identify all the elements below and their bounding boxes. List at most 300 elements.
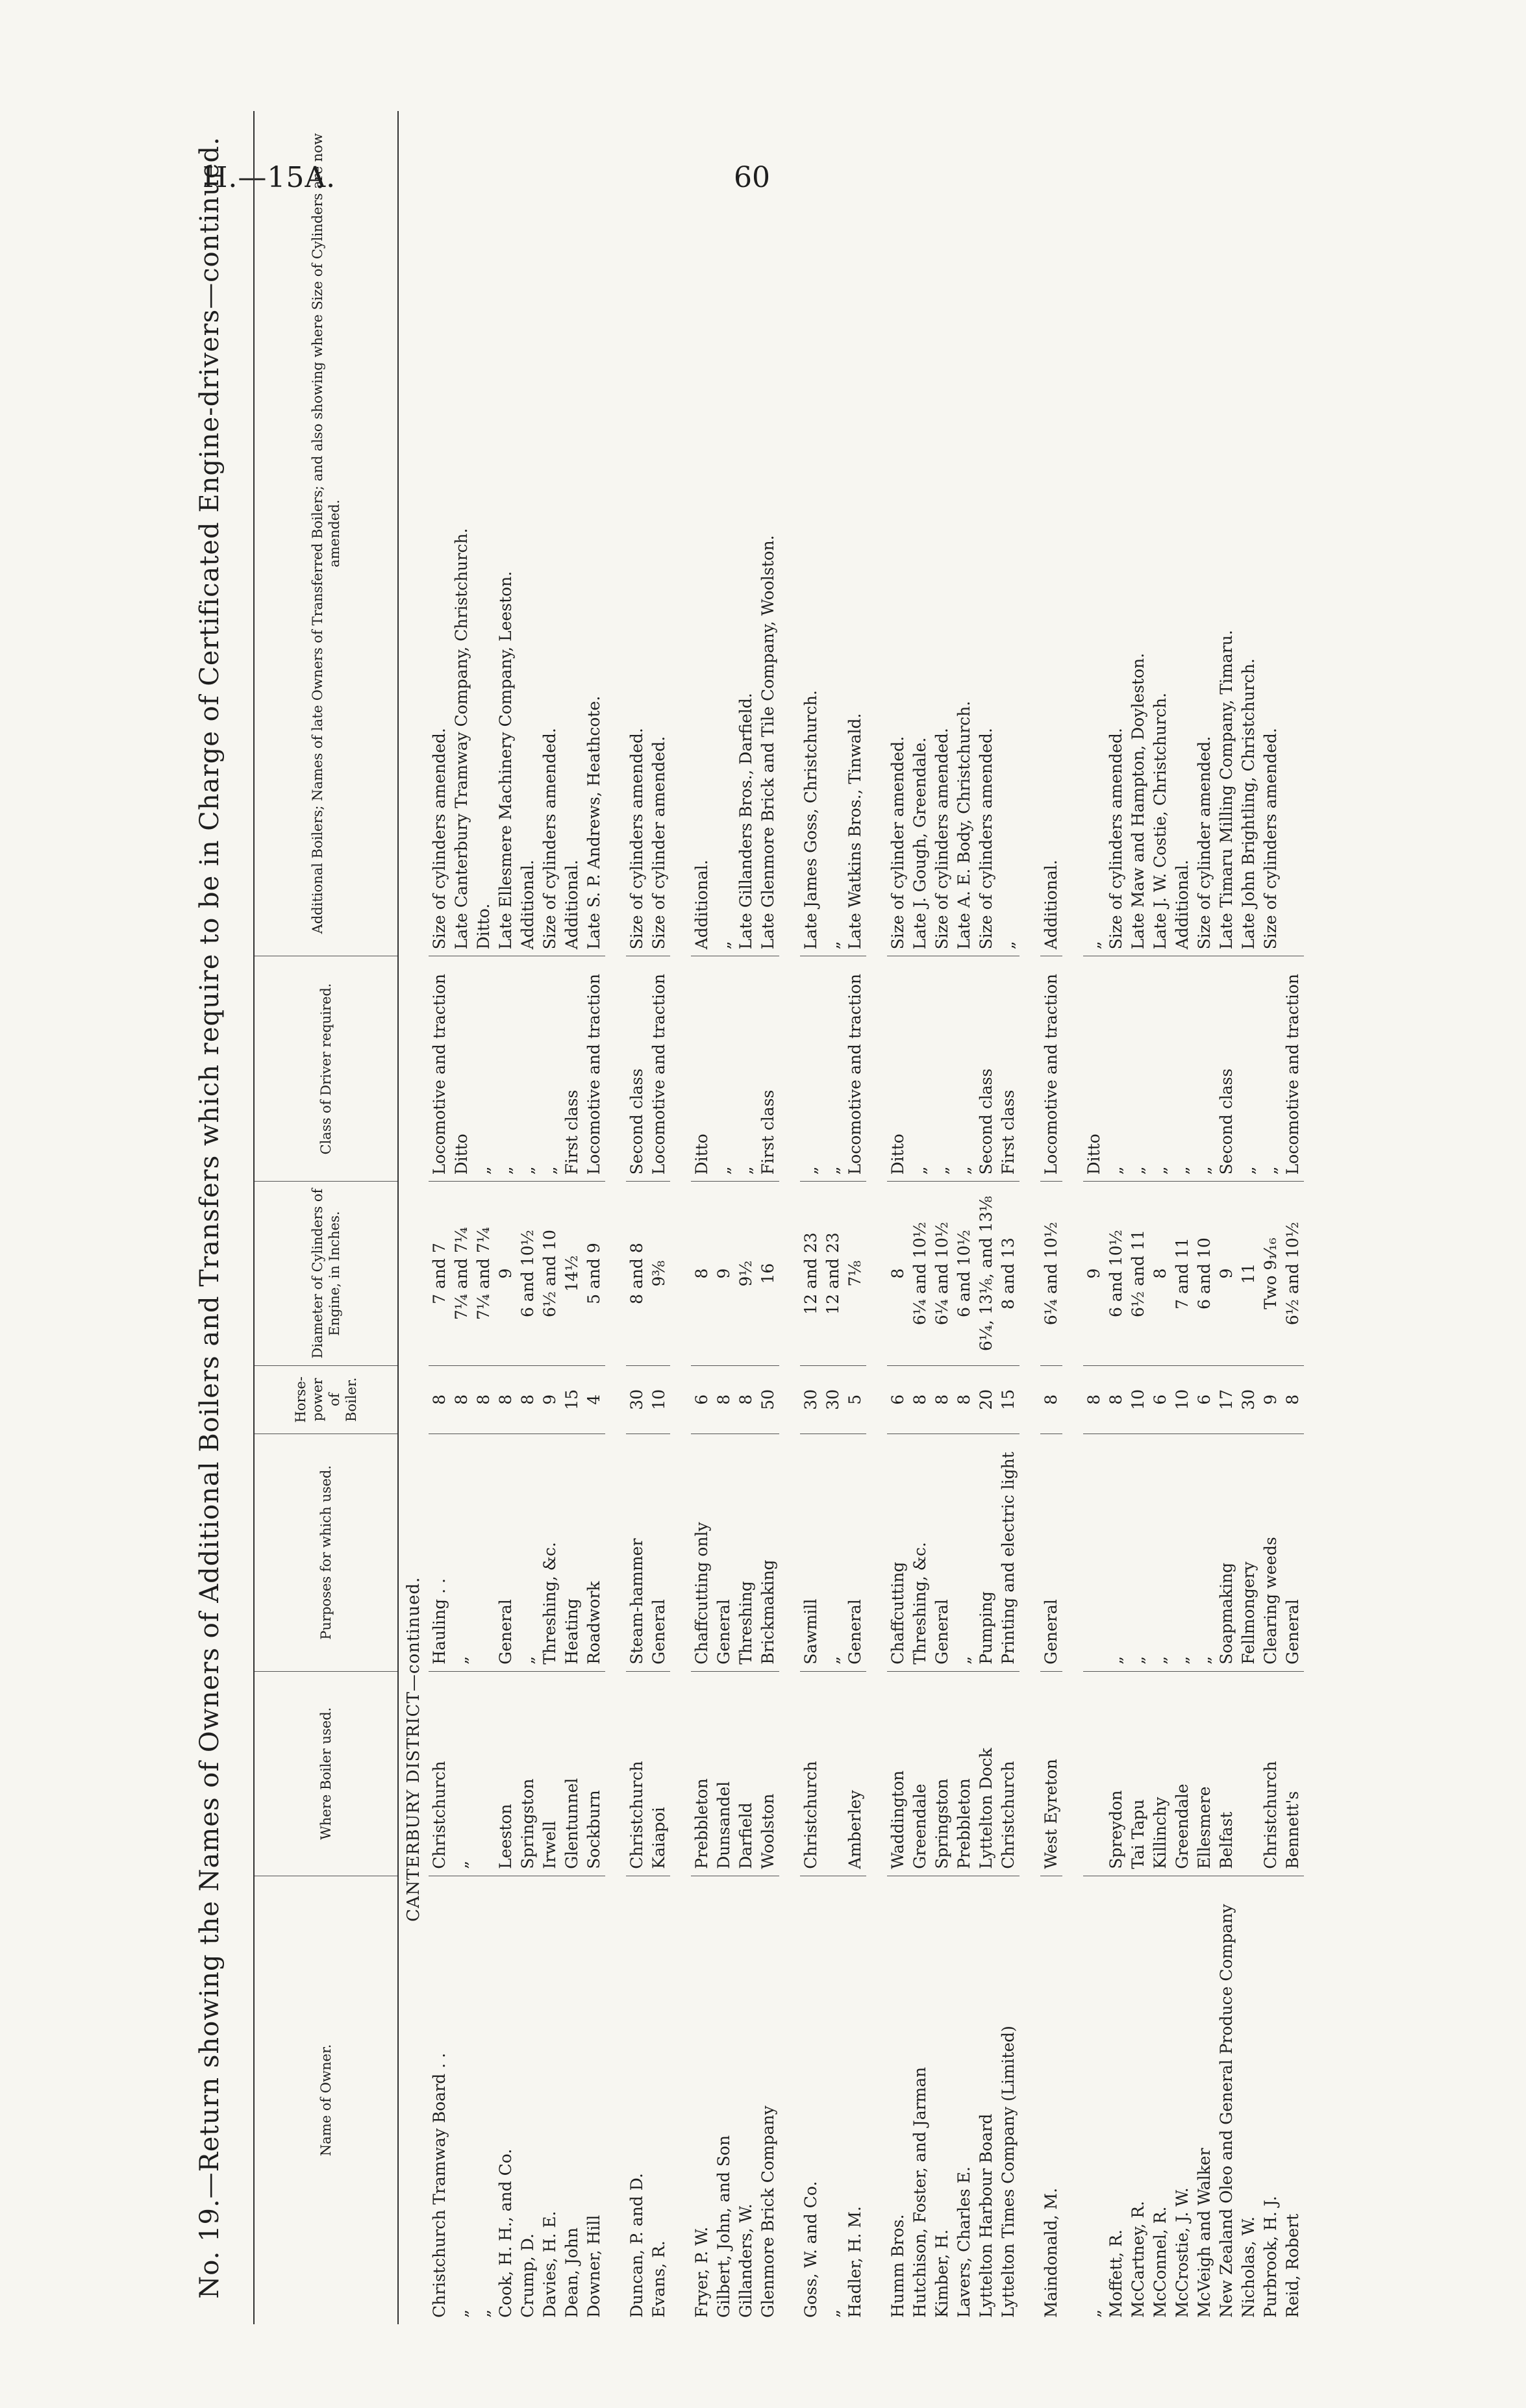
class-cell: „ <box>539 956 561 1182</box>
diameter-cell: 9 <box>713 1182 735 1365</box>
table-row <box>1238 111 1260 2324</box>
notes-cell: Late John Brightling, Christchurch. <box>1239 658 1258 950</box>
purpose-cell: Printing and electric light <box>997 1434 1019 1671</box>
class-cell: „ <box>1260 956 1282 1182</box>
diameter-cell: 6 and 10½ <box>953 1182 975 1365</box>
horse-power-cell: 8 <box>451 1365 473 1434</box>
notes-cell: Late J. W. Costie, Christchurch. <box>1151 692 1170 950</box>
table-row <box>887 111 909 2324</box>
owner-cell: Gillanders, W. <box>735 1876 757 2324</box>
diameter-cell: 6 and 10½ <box>517 1182 539 1365</box>
notes-cell: Size of cylinders amended. <box>627 728 646 950</box>
where-cell: Amberley <box>844 1671 866 1876</box>
owner-cell: Hadler, H. M. <box>844 1876 866 2324</box>
purpose-cell <box>1083 1434 1105 1671</box>
horse-power-cell: 30 <box>800 1365 822 1434</box>
where-cell: Christchurch <box>1260 1671 1282 1876</box>
class-cell: „ <box>1171 956 1194 1182</box>
horse-power-cell: 30 <box>1238 1365 1260 1434</box>
owner-cell: McCartney, R. <box>1127 1876 1149 2324</box>
purpose-cell: General <box>1282 1434 1304 1671</box>
notes-cell: Late Maw and Hampton, Doyleston. <box>1129 652 1147 950</box>
notes-cell: Size of cylinder amended. <box>888 736 907 950</box>
notes-cell: „ <box>1084 941 1103 950</box>
purpose-cell: Chaffcutting <box>887 1434 909 1671</box>
owner-cell: „ <box>822 1876 844 2324</box>
table-row <box>1194 111 1216 2324</box>
district-heading-row <box>398 111 429 2324</box>
horse-power-cell: 8 <box>473 1365 495 1434</box>
owner-cell: Reid, Robert <box>1282 1876 1304 2324</box>
notes-cell: Size of cylinder amended. <box>1195 736 1214 950</box>
notes-cell: Additional. <box>692 860 711 950</box>
horse-power-cell: 8 <box>1040 1365 1062 1434</box>
header-ref: H.—15A. <box>203 161 336 194</box>
diameter-cell: 12 and 23 <box>822 1182 844 1365</box>
purpose-cell: „ <box>1194 1434 1216 1671</box>
purpose-cell: General <box>844 1434 866 1671</box>
horse-power-cell: 5 <box>844 1365 866 1434</box>
owner-cell: Dean, John <box>561 1876 583 2324</box>
group-gap <box>605 111 626 2324</box>
diameter-cell: 6 and 10 <box>1194 1182 1216 1365</box>
class-cell: „ <box>713 956 735 1182</box>
where-cell <box>822 1671 844 1876</box>
where-cell: Christchurch <box>626 1671 648 1876</box>
district-heading: CANTERBURY DISTRICT—continued. <box>404 1576 423 1922</box>
purpose-cell: „ <box>1105 1434 1127 1671</box>
group-gap-cell <box>779 111 800 2324</box>
table-row <box>1040 111 1062 2324</box>
diameter-cell: 6¼ and 10½ <box>1040 1182 1062 1365</box>
owner-cell: Gilbert, John, and Son <box>713 1876 735 2324</box>
table-row <box>931 111 953 2324</box>
table-row <box>1105 111 1127 2324</box>
table-row <box>429 111 451 2324</box>
horse-power-cell: 8 <box>735 1365 757 1434</box>
table-row <box>975 111 997 2324</box>
owner-cell: Crump, D. <box>517 1876 539 2324</box>
where-cell: Woolston <box>757 1671 779 1876</box>
notes-cell: Late Ellesmere Machinery Company, Leeston. <box>496 571 515 950</box>
diameter-cell: 12 and 23 <box>800 1182 822 1365</box>
table-row <box>561 111 583 2324</box>
where-cell: Springston <box>931 1671 953 1876</box>
notes-cell: Size of cylinders amended. <box>540 728 559 950</box>
owner-cell: Purbrook, H. J. <box>1260 1876 1282 2324</box>
returns-table <box>253 111 1304 2324</box>
notes-cell: Late A. E. Body, Christchurch. <box>955 701 973 950</box>
notes-cell: Additional. <box>562 860 581 950</box>
horse-power-cell: 30 <box>626 1365 648 1434</box>
owner-cell: Lyttelton Harbour Board <box>975 1876 997 2324</box>
diameter-cell: 6¼ and 10½ <box>909 1182 931 1365</box>
purpose-cell: Roadwork <box>583 1434 605 1671</box>
class-cell: First class <box>561 956 583 1182</box>
owner-cell: Evans, R. <box>648 1876 670 2324</box>
horse-power-cell: 8 <box>1282 1365 1304 1434</box>
notes-cell: Late Glenmore Brick and Tile Company, Woolston. <box>758 535 777 950</box>
group-gap <box>1062 111 1083 2324</box>
where-cell <box>1238 1671 1260 1876</box>
diameter-cell: 9 <box>1083 1182 1105 1365</box>
where-cell: West Eyreton <box>1040 1671 1062 1876</box>
class-cell: „ <box>495 956 517 1182</box>
notes-cell: Late Gillanders Bros., Darfield. <box>736 693 755 950</box>
notes-cell: „ <box>999 941 1018 950</box>
horse-power-cell: 15 <box>997 1365 1019 1434</box>
purpose-cell: Heating <box>561 1434 583 1671</box>
table-row <box>1282 111 1304 2324</box>
header-class: Class of Driver required. <box>254 956 398 1182</box>
class-cell: „ <box>517 956 539 1182</box>
owner-cell: Cook, H. H., and Co. <box>495 1876 517 2324</box>
table-row <box>539 111 561 2324</box>
diameter-cell: 9 <box>1216 1182 1238 1365</box>
horse-power-cell: 8 <box>953 1365 975 1434</box>
owner-cell: „ <box>451 1876 473 2324</box>
purpose-cell: „ <box>1127 1434 1149 1671</box>
group-gap <box>866 111 887 2324</box>
group-gap-cell <box>1062 111 1083 2324</box>
notes-cell <box>1282 111 1304 956</box>
notes-cell: Late James Goss, Christchurch. <box>801 690 820 950</box>
diameter-cell: 7 and 11 <box>1171 1182 1194 1365</box>
horse-power-cell: 8 <box>495 1365 517 1434</box>
owner-cell: Maindonald, M. <box>1040 1876 1062 2324</box>
owner-cell: Lavers, Charles E. <box>953 1876 975 2324</box>
owner-cell: Davies, H. E. <box>539 1876 561 2324</box>
horse-power-cell: 50 <box>757 1365 779 1434</box>
horse-power-cell: 10 <box>1127 1365 1149 1434</box>
horse-power-cell: 17 <box>1216 1365 1238 1434</box>
purpose-cell: Hauling . . <box>429 1434 451 1671</box>
owner-cell: „ <box>1083 1876 1105 2324</box>
group-gap-cell <box>866 111 887 2324</box>
owner-cell: McConnel, R. <box>1149 1876 1171 2324</box>
table-title: No. 19.—Return showing the Names of Owners of Additional Boilers and Transfers which require to be in Charge of Certificated Engine-drivers—continued. <box>195 136 225 2299</box>
diameter-cell: 6½ and 11 <box>1127 1182 1149 1365</box>
table-row <box>495 111 517 2324</box>
header-horse-power: Horse-power of Boiler. <box>254 1365 398 1434</box>
purpose-cell: „ <box>953 1434 975 1671</box>
diameter-cell: 6¼ and 10½ <box>931 1182 953 1365</box>
horse-power-cell: 4 <box>583 1365 605 1434</box>
diameter-cell: 6½ and 10 <box>539 1182 561 1365</box>
table-row <box>1260 111 1282 2324</box>
table-row <box>909 111 931 2324</box>
purpose-cell: General <box>648 1434 670 1671</box>
class-cell: Ditto <box>691 956 713 1182</box>
table-header-row <box>254 111 398 2324</box>
horse-power-cell: 8 <box>1105 1365 1127 1434</box>
diameter-cell: 9½ <box>735 1182 757 1365</box>
purpose-cell: „ <box>1171 1434 1194 1671</box>
where-cell: Sockburn <box>583 1671 605 1876</box>
horse-power-cell: 20 <box>975 1365 997 1434</box>
class-cell: Ditto <box>451 956 473 1182</box>
horse-power-cell: 15 <box>561 1365 583 1434</box>
owner-cell: McCrostie, J. W. <box>1171 1876 1194 2324</box>
table-row <box>800 111 822 2324</box>
notes-cell: „ <box>823 941 842 950</box>
class-cell: „ <box>1105 956 1127 1182</box>
group-gap-cell <box>670 111 691 2324</box>
owner-cell: Moffett, R. <box>1105 1876 1127 2324</box>
notes-cell: Size of cylinders amended. <box>1261 728 1280 950</box>
notes-cell: Size of cylinders amended. <box>1107 728 1125 950</box>
diameter-cell: 9 <box>495 1182 517 1365</box>
purpose-cell: General <box>931 1434 953 1671</box>
class-cell: Locomotive and traction <box>648 956 670 1182</box>
where-cell: Kaiapoi <box>648 1671 670 1876</box>
notes-cell: Late S. P. Andrews, Heathcote. <box>584 695 603 950</box>
horse-power-cell: 8 <box>931 1365 953 1434</box>
purpose-cell: Soapmaking <box>1216 1434 1238 1671</box>
where-cell: Christchurch <box>429 1671 451 1876</box>
horse-power-cell: 6 <box>691 1365 713 1434</box>
purpose-cell: General <box>1040 1434 1062 1671</box>
notes-cell: Late Timaru Milling Company, Timaru. <box>1217 630 1236 950</box>
table-row <box>1171 111 1194 2324</box>
table-row <box>757 111 779 2324</box>
class-cell: Second class <box>1216 956 1238 1182</box>
where-cell: Prebbleton <box>691 1671 713 1876</box>
diameter-cell: 8 <box>887 1182 909 1365</box>
where-cell: Bennett's <box>1282 1671 1304 1876</box>
notes-cell: „ <box>714 941 733 950</box>
where-cell: Greendale <box>1171 1671 1194 1876</box>
owner-cell: Fryer, P. W. <box>691 1876 713 2324</box>
class-cell: „ <box>931 956 953 1182</box>
horse-power-cell: 9 <box>1260 1365 1282 1434</box>
owner-cell: Downer, Hill <box>583 1876 605 2324</box>
owner-cell: Goss, W. and Co. <box>800 1876 822 2324</box>
diameter-cell: 7 and 7 <box>429 1182 451 1365</box>
group-gap <box>670 111 691 2324</box>
purpose-cell: Clearing weeds <box>1260 1434 1282 1671</box>
horse-power-cell: 8 <box>429 1365 451 1434</box>
header-diameter: Diameter of Cylinders of Engine, in Inches. <box>254 1182 398 1365</box>
table-row <box>583 111 605 2324</box>
owner-cell: Humm Bros. <box>887 1876 909 2324</box>
horse-power-cell: 30 <box>822 1365 844 1434</box>
horse-power-cell: 10 <box>648 1365 670 1434</box>
class-cell: „ <box>800 956 822 1182</box>
where-cell <box>1083 1671 1105 1876</box>
where-cell: Belfast <box>1216 1671 1238 1876</box>
table-row <box>626 111 648 2324</box>
table-row <box>822 111 844 2324</box>
class-cell: „ <box>1149 956 1171 1182</box>
notes-cell: Size of cylinders amended. <box>430 728 449 950</box>
diameter-cell: 7¼ and 7¼ <box>451 1182 473 1365</box>
purpose-cell: „ <box>517 1434 539 1671</box>
table-row <box>1149 111 1171 2324</box>
header-purpose: Purposes for which used. <box>254 1434 398 1671</box>
table-row <box>1127 111 1149 2324</box>
purpose-cell: General <box>713 1434 735 1671</box>
purpose-cell: Sawmill <box>800 1434 822 1671</box>
diameter-cell: 8 <box>1149 1182 1171 1365</box>
purpose-cell: Fellmongery <box>1238 1434 1260 1671</box>
header-notes: Additional Boilers; Names of late Owners of Transferred Boilers; and also showing where Size of Cylinders are now amended. <box>254 111 398 956</box>
where-cell: Irwell <box>539 1671 561 1876</box>
horse-power-cell: 8 <box>713 1365 735 1434</box>
where-cell: Ellesmere <box>1194 1671 1216 1876</box>
diameter-cell: 9⅜ <box>648 1182 670 1365</box>
notes-cell: Size of cylinders amended. <box>977 728 995 950</box>
where-cell: Killinchy <box>1149 1671 1171 1876</box>
page-number: 60 <box>734 161 770 194</box>
diameter-cell: 8 and 13 <box>997 1182 1019 1365</box>
notes-cell: Additional. <box>1042 860 1060 950</box>
where-cell: Lyttelton Dock <box>975 1671 997 1876</box>
diameter-cell: 7⅛ <box>844 1182 866 1365</box>
purpose-cell: Threshing, &c. <box>539 1434 561 1671</box>
purpose-cell: Pumping <box>975 1434 997 1671</box>
where-cell: Waddington <box>887 1671 909 1876</box>
horse-power-cell: 10 <box>1171 1365 1194 1434</box>
class-cell: Locomotive and traction <box>844 956 866 1182</box>
group-gap-cell <box>605 111 626 2324</box>
where-cell: Springston <box>517 1671 539 1876</box>
purpose-cell: General <box>495 1434 517 1671</box>
horse-power-cell: 6 <box>1149 1365 1171 1434</box>
owner-cell: Lyttelton Times Company (Limited) <box>997 1876 1019 2324</box>
table-row <box>713 111 735 2324</box>
where-cell: Christchurch <box>997 1671 1019 1876</box>
diameter-cell: 6¼, 13⅛, and 13⅛ <box>975 1182 997 1365</box>
where-cell: Dunsandel <box>713 1671 735 1876</box>
notes-cell: Late Watkins Bros., Tinwald. <box>845 713 864 950</box>
owner-cell: Nicholas, W. <box>1238 1876 1260 2324</box>
table-row <box>953 111 975 2324</box>
class-cell: „ <box>1127 956 1149 1182</box>
owner-cell: Kimber, H. <box>931 1876 953 2324</box>
rotated-table-region <box>188 111 1520 2324</box>
class-cell: „ <box>1238 956 1260 1182</box>
class-cell: Locomotive and traction <box>1282 956 1304 1182</box>
owner-cell: McVeigh and Walker <box>1194 1876 1216 2324</box>
class-cell: „ <box>822 956 844 1182</box>
table-row <box>1083 111 1105 2324</box>
class-cell: Second class <box>626 956 648 1182</box>
table-row <box>451 111 473 2324</box>
class-cell: First class <box>997 956 1019 1182</box>
group-gap <box>1019 111 1040 2324</box>
class-cell: Ditto <box>887 956 909 1182</box>
horse-power-cell: 8 <box>1083 1365 1105 1434</box>
notes-cell: Size of cylinders amended. <box>932 728 951 950</box>
class-cell: „ <box>735 956 757 1182</box>
owner-cell: Glenmore Brick Company <box>757 1876 779 2324</box>
group-gap <box>779 111 800 2324</box>
diameter-cell: 8 <box>691 1182 713 1365</box>
where-cell: Darfield <box>735 1671 757 1876</box>
horse-power-cell: 8 <box>909 1365 931 1434</box>
notes-cell: Additional. <box>518 860 537 950</box>
class-cell: Second class <box>975 956 997 1182</box>
where-cell: Glentunnel <box>561 1671 583 1876</box>
notes-cell: Late J. Gough, Greendale. <box>910 737 929 950</box>
owner-cell: Hutchison, Foster, and Jarman <box>909 1876 931 2324</box>
horse-power-cell: 9 <box>539 1365 561 1434</box>
class-cell: „ <box>473 956 495 1182</box>
where-cell: Christchurch <box>800 1671 822 1876</box>
class-cell: Locomotive and traction <box>1040 956 1062 1182</box>
purpose-cell: „ <box>451 1434 473 1671</box>
purpose-cell <box>473 1434 495 1671</box>
class-cell: „ <box>953 956 975 1182</box>
purpose-cell: Steam-hammer <box>626 1434 648 1671</box>
table-row <box>735 111 757 2324</box>
diameter-cell: 6½ and 10½ <box>1282 1182 1304 1365</box>
where-cell <box>473 1671 495 1876</box>
header-where: Where Boiler used. <box>254 1671 398 1876</box>
group-gap-cell <box>1019 111 1040 2324</box>
diameter-cell: Two 9₁⁄₁₆ <box>1260 1182 1282 1365</box>
table-row <box>844 111 866 2324</box>
owner-cell: „ <box>473 1876 495 2324</box>
table-row <box>473 111 495 2324</box>
notes-cell: Late Canterbury Tramway Company, Christchurch. <box>452 528 471 950</box>
class-cell: Locomotive and traction <box>583 956 605 1182</box>
purpose-cell: „ <box>1149 1434 1171 1671</box>
owner-cell: Duncan, P. and D. <box>626 1876 648 2324</box>
class-cell: „ <box>909 956 931 1182</box>
horse-power-cell: 8 <box>517 1365 539 1434</box>
purpose-cell: Brickmaking <box>757 1434 779 1671</box>
diameter-cell: 6 and 10½ <box>1105 1182 1127 1365</box>
table-row <box>691 111 713 2324</box>
where-cell: Spreydon <box>1105 1671 1127 1876</box>
table-row <box>517 111 539 2324</box>
diameter-cell: 16 <box>757 1182 779 1365</box>
horse-power-cell: 6 <box>1194 1365 1216 1434</box>
owner-cell: New Zealand Oleo and General Produce Company <box>1216 1876 1238 2324</box>
where-cell: Greendale <box>909 1671 931 1876</box>
table-row <box>997 111 1019 2324</box>
class-cell: First class <box>757 956 779 1182</box>
diameter-cell: 8 and 8 <box>626 1182 648 1365</box>
notes-cell: Ditto. <box>474 903 493 950</box>
horse-power-cell: 6 <box>887 1365 909 1434</box>
where-cell: „ <box>451 1671 473 1876</box>
diameter-cell: 5 and 9 <box>583 1182 605 1365</box>
where-cell: Leeston <box>495 1671 517 1876</box>
table-row <box>1216 111 1238 2324</box>
diameter-cell: 14½ <box>561 1182 583 1365</box>
table-row <box>648 111 670 2324</box>
table-body <box>398 111 1304 2324</box>
where-cell: Prebbleton <box>953 1671 975 1876</box>
class-cell: „ <box>1194 956 1216 1182</box>
purpose-cell: Threshing, &c. <box>909 1434 931 1671</box>
owner-cell: Christchurch Tramway Board . . <box>429 1876 451 2324</box>
purpose-cell: „ <box>822 1434 844 1671</box>
header-owner: Name of Owner. <box>254 1876 398 2324</box>
notes-cell: Additional. <box>1173 860 1192 950</box>
purpose-cell: Threshing <box>735 1434 757 1671</box>
diameter-cell: 7¼ and 7¼ <box>473 1182 495 1365</box>
notes-cell: Size of cylinder amended. <box>649 736 668 950</box>
class-cell: Locomotive and traction <box>429 956 451 1182</box>
purpose-cell: Chaffcutting only <box>691 1434 713 1671</box>
where-cell: Tai Tapu <box>1127 1671 1149 1876</box>
class-cell: Ditto <box>1083 956 1105 1182</box>
diameter-cell: 11 <box>1238 1182 1260 1365</box>
